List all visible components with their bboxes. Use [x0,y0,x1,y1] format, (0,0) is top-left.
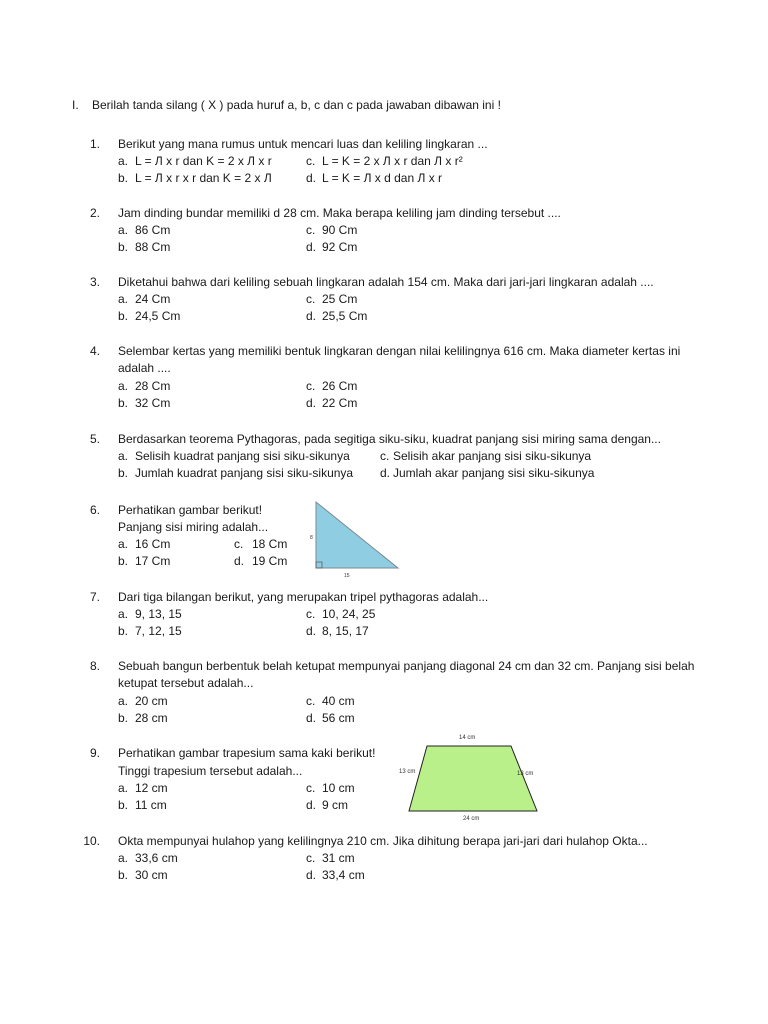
question-number: 7. [89,590,100,604]
option-text: 31 cm [322,851,355,865]
question-text-cont: ketupat tersebut adalah... [118,676,254,690]
option-key[interactable]: a. [118,154,129,168]
option-text: 24 Cm [135,292,171,306]
option-key[interactable]: c. [306,607,316,621]
question-text: Berdasarkan teorema Pythagoras, pada segitiga siku-siku, kuadrat panjang sisi miring sama dengan... [118,432,661,446]
option-text: 25,5 Cm [322,309,368,323]
option-text: 11 cm [135,798,167,812]
question-number: 3. [89,275,100,289]
option-key[interactable]: b. [118,798,129,812]
option-key[interactable]: b. [118,240,129,254]
option-text: 28 cm [135,711,168,725]
option-key[interactable]: a. [118,607,129,621]
option-text: 19 Cm [252,554,288,568]
option-text: 40 cm [322,694,355,708]
option-key[interactable]: b. [118,396,129,410]
option-text: 33,4 cm [322,868,365,882]
option-text: 16 Cm [135,537,171,551]
trapezoid-figure [395,729,555,825]
option-text: 30 cm [135,868,168,882]
option-text: Jumlah kuadrat panjang sisi siku-sikunya [135,466,354,480]
option-key[interactable]: b. [118,309,129,323]
option-text: 9, 13, 15 [135,607,182,621]
right-triangle-figure [306,500,410,582]
option-key[interactable]: c. [306,379,316,393]
option-key[interactable]: b. [118,868,129,882]
question-number: 9. [89,746,100,760]
option-text: 17 Cm [135,554,171,568]
option-key[interactable]: c. [380,449,390,463]
option-text: 9 cm [322,798,349,812]
option-key[interactable]: d. [306,711,317,725]
option-key[interactable]: d. [380,466,391,480]
triangle-shape [316,502,398,568]
option-text: 22 Cm [322,396,358,410]
option-key[interactable]: c. [306,154,316,168]
question-text-cont: Tinggi trapesium tersebut adalah... [118,764,303,778]
option-key[interactable]: d. [306,171,317,185]
top-label: 14 cm [459,735,476,741]
option-key[interactable]: b. [118,466,129,480]
option-text: L = K = 2 x Л x r dan Л x r² [322,154,463,168]
option-key[interactable]: c. [234,537,244,551]
option-key[interactable]: d. [306,624,317,638]
option-text: 10, 24, 25 [322,607,376,621]
option-text: L = Л x r dan K = 2 x Л x r [135,154,272,168]
option-key[interactable]: a. [118,781,129,795]
option-text: Selisih kuadrat panjang sisi siku-sikunya [135,449,350,463]
base-label: 15 [344,573,350,579]
option-text: 7, 12, 15 [135,624,182,638]
option-text: 18 Cm [252,537,288,551]
option-text: 88 Cm [135,240,171,254]
option-text: L = Л x r x r dan K = 2 x Л [135,171,272,185]
option-key[interactable]: a. [118,851,129,865]
side-label: 8 [310,535,313,541]
option-text: 56 cm [322,711,355,725]
bottom-label: 24 cm [463,816,480,822]
question-text: Diketahui bahwa dari keliling sebuah lingkaran adalah 154 cm. Maka dari jari-jari lingkaran adalah .... [118,275,654,289]
option-key[interactable]: b. [118,554,129,568]
question-text: Sebuah bangun berbentuk belah ketupat mempunyai panjang diagonal 24 cm dan 32 cm. Panjang sisi belah [118,659,695,673]
option-text: 92 Cm [322,240,358,254]
option-key[interactable]: a. [118,379,129,393]
question-text: Selembar kertas yang memiliki bentuk lingkaran dengan nilai kelilingnya 616 cm. Maka diameter kertas ini [118,344,681,358]
option-key[interactable]: d. [306,798,317,812]
option-text: 8, 15, 17 [322,624,369,638]
option-key[interactable]: d. [306,240,317,254]
option-text: 33,6 cm [135,851,178,865]
option-key[interactable]: d. [234,554,245,568]
option-key[interactable]: d. [306,868,317,882]
question-number: 6. [89,503,100,517]
question-number: 4. [89,344,100,358]
option-key[interactable]: a. [118,292,129,306]
question-number: 10. [83,834,100,848]
question-text: Dari tiga bilangan berikut, yang merupakan tripel pythagoras adalah... [118,590,489,604]
option-text: 86 Cm [135,223,171,237]
question-text-cont: adalah .... [118,361,171,375]
option-key[interactable]: d. [306,396,317,410]
option-text: 26 Cm [322,379,358,393]
option-text: 32 Cm [135,396,171,410]
option-text: 10 cm [322,781,355,795]
option-key[interactable]: c. [306,223,316,237]
question-number: 1. [89,137,100,151]
option-key[interactable]: a. [118,449,129,463]
question-text: Okta mempunyai hulahop yang kelilingnya 210 cm. Jika dihitung berapa jari-jari dari hulahop Okta... [118,834,648,848]
instruction-text: Berilah tanda silang ( X ) pada huruf a, b, c dan c pada jawaban dibawan ini ! [92,98,501,112]
option-key[interactable]: a. [118,537,129,551]
left-label: 13 cm [399,769,416,775]
option-text: 28 Cm [135,379,171,393]
option-text: 24,5 Cm [135,309,181,323]
option-key[interactable]: b. [118,624,129,638]
trapezoid-shape [409,746,537,811]
question-text: Jam dinding bundar memiliki d 28 cm. Maka berapa keliling jam dinding tersebut .... [118,206,561,220]
question-number: 2. [89,206,100,220]
option-text: Selisih akar panjang sisi siku-sikunya [393,449,592,463]
option-key[interactable]: c. [306,292,316,306]
right-label: 13 cm [517,771,534,777]
option-text: 12 cm [135,781,168,795]
option-key[interactable]: c. [306,851,316,865]
option-text: 25 Cm [322,292,358,306]
option-key[interactable]: c. [306,694,316,708]
question-number: 5. [89,432,100,446]
question-number: 8. [89,659,100,673]
question-text: Perhatikan gambar berikut! [118,503,263,517]
option-text: 20 cm [135,694,168,708]
question-text-cont: Panjang sisi miring adalah... [118,520,269,534]
question-text: Berikut yang mana rumus untuk mencari luas dan keliling lingkaran ... [118,137,488,151]
option-text: 90 Cm [322,223,358,237]
instruction-roman: I. [72,98,79,112]
option-key[interactable]: d. [306,309,317,323]
option-key[interactable]: b. [118,171,129,185]
option-key[interactable]: b. [118,711,129,725]
question-text: Perhatikan gambar trapesium sama kaki berikut! [118,746,376,760]
option-key[interactable]: a. [118,694,129,708]
option-key[interactable]: c. [306,781,316,795]
option-text: Jumlah akar panjang sisi siku-sikunya [393,466,595,480]
option-key[interactable]: a. [118,223,129,237]
option-text: L = K = Л x d dan Л x r [322,171,443,185]
